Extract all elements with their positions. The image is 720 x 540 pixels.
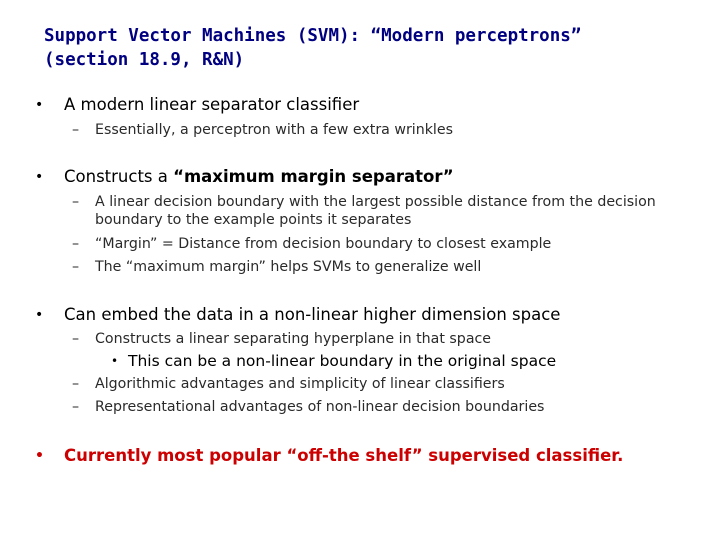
bullet-dot: • [35,307,44,323]
sub-dash: – [72,122,80,138]
sub-dash: – [72,259,80,275]
sub-dash: – [72,399,80,415]
slide-title-line-2: (section 18.9, R&N) [44,50,245,70]
bullet-text-prefix: Constructs a [64,167,174,186]
bullet-dot: • [35,97,44,113]
sub-sub-text: This can be a non-linear boundary in the original space [128,352,557,370]
sub-sub-dot: • [111,354,119,368]
sub-dash: – [72,376,80,392]
bullet-dot: • [35,169,44,185]
sub-text: The “maximum margin” helps SVMs to generalize well [95,259,482,275]
sub-dash: – [72,331,80,347]
sub-dash: – [72,194,80,210]
sub-text: A linear decision boundary with the largest possible distance from the decision boundary to the example points it separates [95,194,656,228]
sub-text: Constructs a linear separating hyperplane in that space [95,331,492,347]
sub-text: “Margin” = Distance from decision boundary to closest example [95,236,552,252]
sub-dash: – [72,236,80,252]
slide-title-line-1: Support Vector Machines (SVM): “Modern perceptrons” [44,26,582,46]
bullet-text-emphasis: “maximum margin separator” [173,167,454,186]
bullet-text: A modern linear separator classifier [64,95,360,114]
slide-title [44,24,704,72]
bullet-text: Currently most popular “off-the shelf” supervised classifier. [64,446,624,465]
sub-text: Algorithmic advantages and simplicity of linear classifiers [95,376,505,392]
sub-text: Representational advantages of non-linear decision boundaries [95,399,545,415]
bullet-text [64,167,454,187]
bullet-dot: • [35,448,44,464]
sub-text: Essentially, a perceptron with a few extra wrinkles [95,122,453,138]
bullet-text: Can embed the data in a non-linear higher dimension space [64,305,561,324]
